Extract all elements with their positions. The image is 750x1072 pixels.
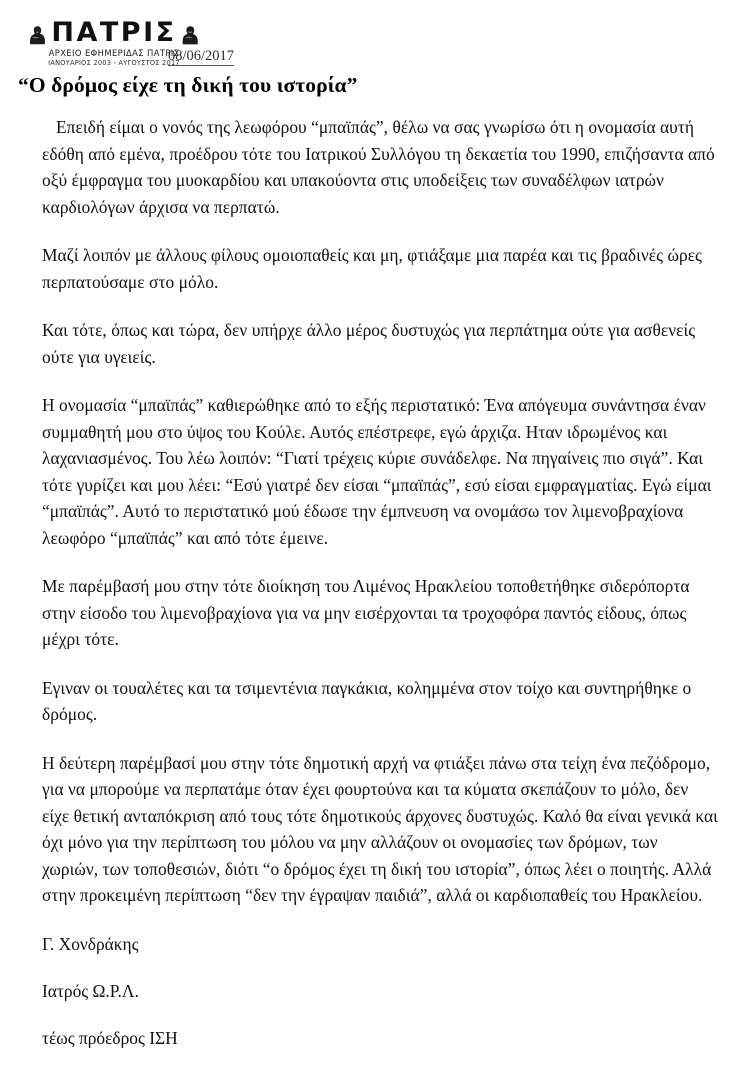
article-title: “Ο δρόμος είχε τη δική του ιστορία” xyxy=(18,73,358,97)
article-paragraph: Και τότε, όπως και τώρα, δεν υπήρχε άλλο μέρος δυστυχώς για περπάτημα ούτε για ασθενείς ούτε για υγειείς. xyxy=(42,320,696,367)
article-paragraph: Εγιναν οι τουαλέτες και τα τσιμεντένια παγκάκια, κολημμένα στον τοίχο και συντηρήθηκε ο δρόμος. xyxy=(42,677,692,724)
article-paragraph: Η δεύτερη παρέμβασί μου στην τότε δημοτική αρχή να φτιάξει πάνω στα τείχη ένα πεζόδρομο, για να μπορούμε να περπατάμε όταν έχει φουρτούνα και τα κύματα σκεπάζουν το μόλο, δεν είχε θετική ανταπόκριση από τους τότε δημοτικούς άρχονες δυστυχώς. Καλό θα είναι γενικά και όχι μόνο για την περίπτωση του μόλου να μην αλλάζουν οι ονομασίες των δρόμων, των χωριών, των τοποθεσιών, διότι “ο δρόμος έχει τη δική του ιστορία”, όπως λέει ο ποιητής. Αλλά στην προκειμένη περίπτωση “δεν την έγραψαν παιδιά”, αλλά οι καρδιοπαθείς του Ηρακλείου. xyxy=(42,752,718,905)
article-body xyxy=(0,114,750,1051)
portrait-bust-icon-right xyxy=(182,25,199,45)
article-paragraph: Με παρέμβασή μου στην τότε διοίκηση του Λιμένος Ηρακλείου τοποθετήθηκε σιδερόπορτα στην είσοδο του λιμενοβραχίονα για να μην εισέρχονται τα τροχοφόρα παντός είδους, όπως μέχρι τότε. xyxy=(42,576,690,649)
author-role: τέως πρόεδρος ΙΣΗ xyxy=(42,1027,178,1048)
archive-subtitle: ΑΡΧΕΙΟ ΕΦΗΜΕΡΙΔΑΣ ΠΑΤΡΙΣ xyxy=(48,48,180,58)
brand-name: ΠΑΤΡΙΣ xyxy=(51,17,177,48)
brand-row xyxy=(24,16,204,46)
article-paragraph: Η ονομασία “μπαϊπάς” καθιερώθηκε από το εξής περιστατικό: Ένα απόγευμα συνάντησα έναν συμμαθητή μου στο ύψος του Κούλε. Αυτός επέστρεφε, εγώ άρχιζα. Ηταν ιδρωμένος και λαχανιασμένος. Του λέω λοιπόν: “Γιατί τρέχεις κύριε συνάδελφε. Να πηγαίνεις πιο σιγά”. Και τότε γυρίζει και μου λέει: “Εσύ γιατρέ δεν είσαι “μπαϊπάς”, εσύ είσαι εμφραγματίας. Εγώ είμαι “μπαϊπάς”. Αυτό το περιστατικό μού έδωσε την έμπνευση να ονομάσω τον λιμενοβραχίονα λεωφόρο “μπαϊπάς” και από τότε έμεινε. xyxy=(42,395,712,548)
portrait-bust-icon-left xyxy=(29,25,46,45)
issue-date: 08/06/2017 xyxy=(168,48,235,64)
masthead xyxy=(0,0,750,72)
author-name: Γ. Χονδράκης xyxy=(42,933,139,954)
article-paragraph: Μαζί λοιπόν με άλλους φίλους ομοιοπαθείς και μη, φτιάξαμε μια παρέα και τις βραδινές ώρες περπατούσαμε στο μόλο. xyxy=(42,245,702,292)
article xyxy=(0,72,750,1072)
author-title: Ιατρός Ω.Ρ.Λ. xyxy=(42,980,139,1001)
archive-date-range: ΙΑΝΟΥΑΡΙΟΣ 2003 - ΑΥΓΟΥΣΤΟΣ 2017 xyxy=(48,59,180,67)
article-paragraph: Επειδή είμαι ο νονός της λεωφόρου “μπαϊπάς”, θέλω να σας γνωρίσω ότι η ονομασία αυτή εδόθη από εμένα, προέδρου τότε του Ιατρικού Συλλόγου τη δεκαετία του 1990, επιζήσαντα από οξύ έμφραγμα του μυοκαρδίου και υπακούοντα στις υποδείξεις των συναδέλφων ιατρών καρδιολόγων άρχισα να περπατώ. xyxy=(42,117,715,217)
